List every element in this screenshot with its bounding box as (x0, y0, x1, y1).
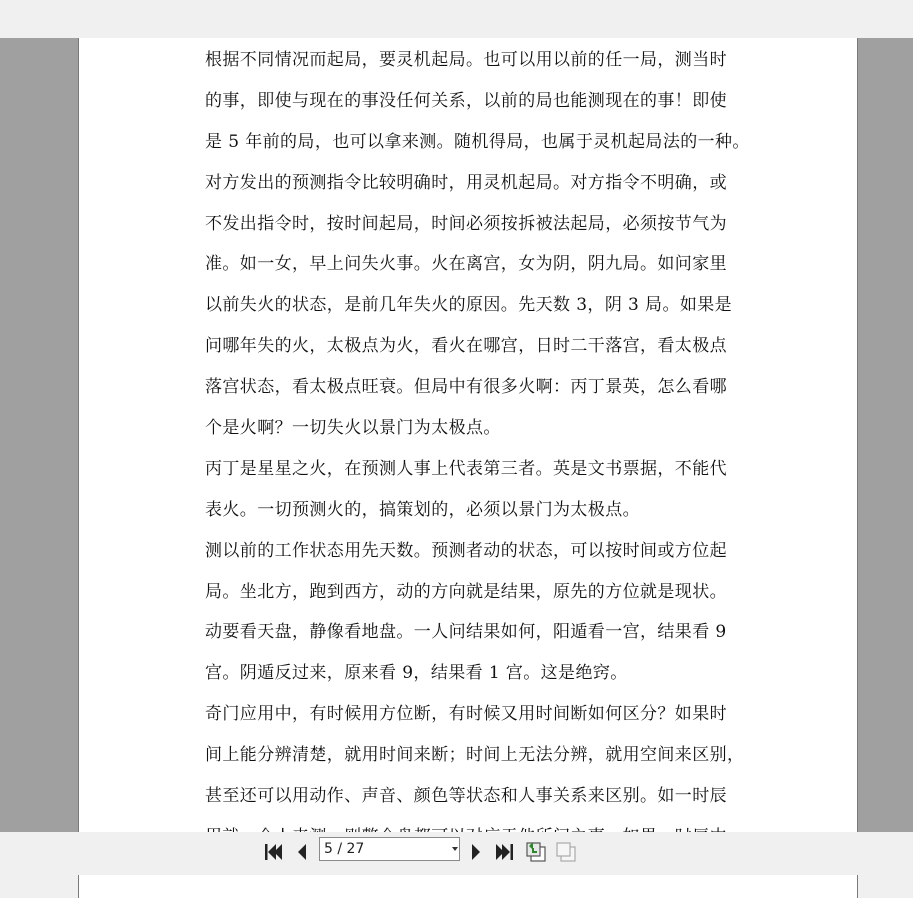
previous-page-button[interactable] (292, 840, 312, 864)
chevron-down-icon[interactable] (452, 847, 458, 851)
text-line: 个是火啊？一切失火以景门为太极点。 (205, 418, 501, 439)
text-line: 是 5 年前的局，也可以拿来测。随机得局，也属于灵机起局法的一种。 (205, 131, 750, 152)
text-line: 宫。阴遁反过来，原来看 9，结果看 1 宫。这是绝窍。 (205, 663, 628, 684)
text-line: 表火。一切预测火的，搞策划的，必须以景门为太极点。 (205, 499, 640, 520)
page-text (205, 40, 750, 858)
next-page-icon (468, 843, 484, 861)
page-number-select[interactable] (319, 837, 460, 861)
continuous-view-button[interactable] (524, 840, 548, 864)
top-bar (0, 0, 913, 38)
text-line: 局。坐北方，跑到西方，动的方向就是结果，原先的方位就是现状。 (205, 581, 727, 602)
text-line: 甚至还可以用动作、声音、颜色等状态和人事关系来区别。如一时辰 (205, 786, 727, 807)
text-line: 奇门应用中，有时候用方位断，有时候又用时间断如何区分？如果时 (205, 704, 727, 725)
text-line: 落宫状态，看太极点旺衰。但局中有很多火啊：丙丁景英，怎么看哪 (205, 377, 727, 398)
navigation-toolbar (0, 832, 913, 875)
text-line: 动要看天盘，静像看地盘。一人问结果如何，阳遁看一宫，结果看 9 (205, 622, 727, 643)
text-line: 准。如一女，早上问失火事。火在离宫，女为阴，阴九局。如问家里 (205, 254, 727, 275)
text-line: 的事，即使与现在的事没任何关系，以前的局也能测现在的事！即使 (205, 90, 727, 111)
next-page-button[interactable] (466, 840, 486, 864)
text-line: 不发出指令时，按时间起局，时间必须按拆被法起局，必须按节气为 (205, 213, 727, 234)
single-page-view-button[interactable] (554, 840, 578, 864)
text-line: 对方发出的预测指令比较明确时，用灵机起局。对方指令不明确，或 (205, 172, 727, 193)
last-page-button[interactable] (494, 840, 516, 864)
previous-page-icon (294, 843, 310, 861)
text-line: 丙丁是星星之火，在预测人事上代表第三者。英是文书票据，不能代 (205, 458, 727, 479)
text-line: 以前失火的状态，是前几年失火的原因。先天数 3，阴 3 局。如果是 (205, 295, 733, 316)
continuous-page-icon (525, 841, 547, 863)
text-line: 间上能分辨清楚，就用时间来断；时间上无法分辨，就用空间来区别， (205, 745, 745, 766)
single-page-icon (555, 841, 577, 863)
first-page-button[interactable] (262, 840, 284, 864)
last-page-icon (495, 843, 515, 861)
text-line: 问哪年失的火，太极点为火，看火在哪宫，日时二干落宫，看太极点 (205, 336, 727, 357)
first-page-icon (263, 843, 283, 861)
page-number-input[interactable] (320, 839, 442, 859)
text-line: 测以前的工作状态用先天数。预测者动的状态，可以按时间或方位起 (205, 540, 727, 561)
document-viewport[interactable] (0, 38, 913, 832)
text-line: 根据不同情况而起局，要灵机起局。也可以用以前的任一局，测当时 (205, 50, 727, 70)
document-page (78, 38, 858, 898)
